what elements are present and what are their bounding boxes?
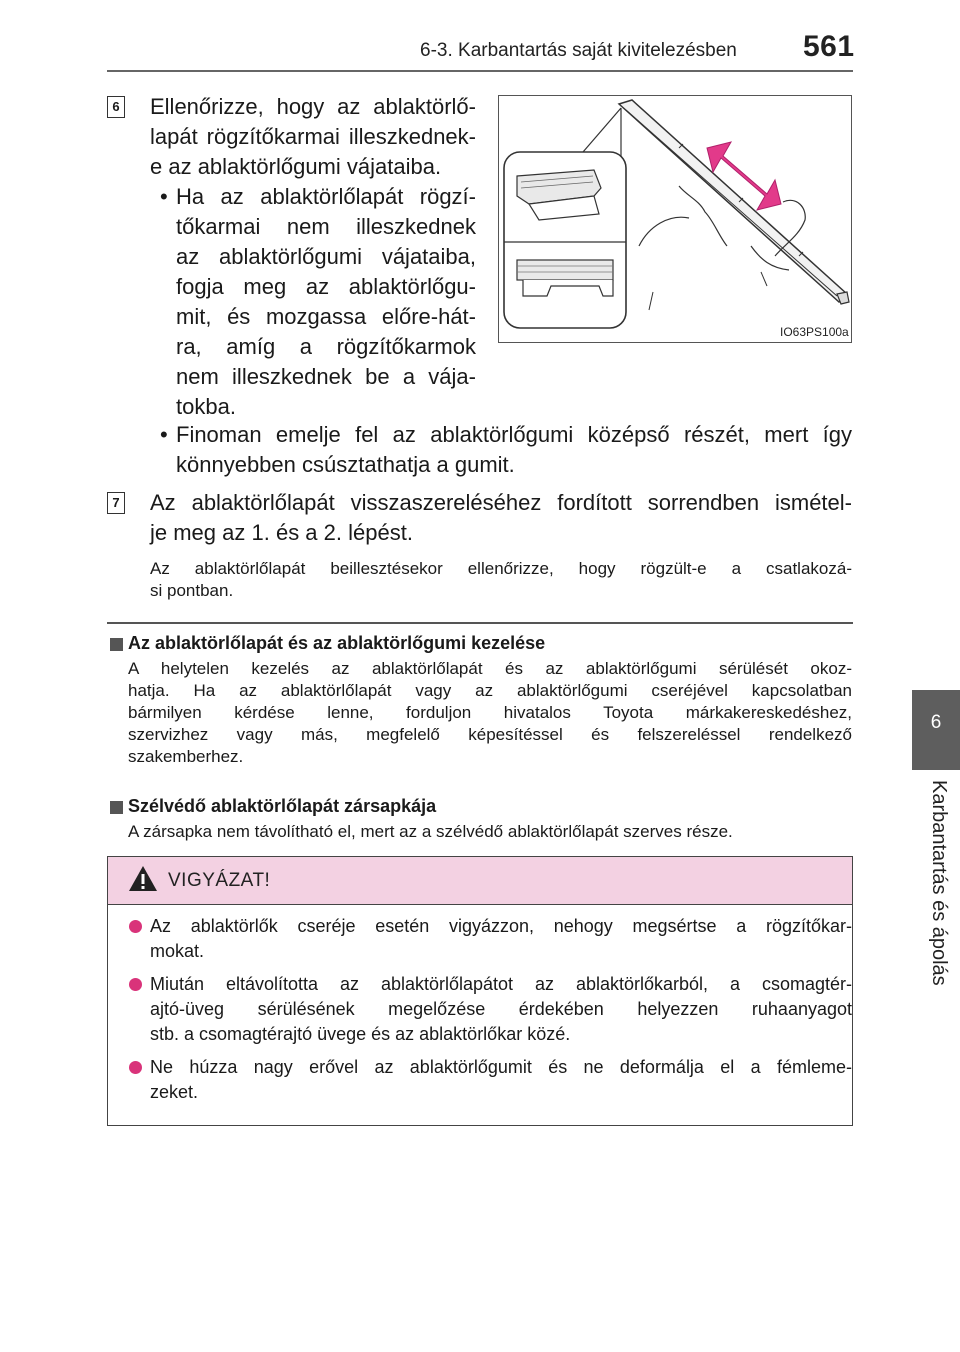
note-line: Az ablaktörlőlapát beillesztésekor ellenőrizze, hogy rögzült-e a csatlakozá- (150, 559, 852, 578)
header-divider (107, 70, 853, 72)
step-7-line: Az ablaktörlőlapát visszaszereléséhez fordított sorrendben ismétel- (150, 490, 852, 515)
step-6-bullet-2 (176, 420, 852, 480)
bullet-line: fogja meg az ablaktörlőgu- (176, 274, 476, 299)
bullet-line: Ha az ablaktörlőlapát rögzí- (176, 184, 476, 209)
warning-item-1 (150, 914, 852, 964)
body-line: szervizhez vagy más, megfelelő képesítéssel és felszereléssel rendelkező (128, 725, 852, 744)
bullet-marker: • (160, 422, 168, 447)
step-6-bullet-1 (176, 182, 476, 422)
warning-line: ajtó-üveg sérülésének megelőzése érdekében helyezzen ruhaanyagot (150, 999, 852, 1019)
body-line: hatja. Ha az ablaktörlőlapát vagy az ablaktörlőgumi cseréjével kapcsolatban (128, 681, 852, 700)
chapter-title: Karbantartás és ápolás (928, 780, 950, 986)
warning-bullet-dot (129, 920, 142, 933)
warning-line: Miután eltávolította az ablaktörlőlapátot az ablaktörlőkarból, a csomagtér- (150, 974, 852, 994)
section-2-body: A zársapka nem távolítható el, mert az a szélvédő ablaktörlőlapát szerves része. (128, 822, 733, 841)
section-square-marker (110, 638, 123, 651)
warning-line: Ne húzza nagy erővel az ablaktörlőgumit és ne deformálja el a fémleme- (150, 1057, 852, 1077)
illustration-code: IO63PS100a (780, 325, 849, 339)
warning-item-3 (150, 1055, 852, 1105)
step-6-line: e az ablaktörlőgumi vájataiba. (150, 154, 442, 179)
note-line: si pontban. (150, 581, 234, 600)
warning-line: zeket. (150, 1082, 199, 1102)
bullet-line: tokba. (176, 394, 236, 419)
warning-title: VIGYÁZAT! (168, 870, 271, 891)
section-title: 6-3. Karbantartás saját kivitelezésben (420, 40, 737, 61)
bullet-marker: • (160, 184, 168, 209)
bullet-line: mit, és mozgassa előre-hát- (176, 304, 476, 329)
warning-line: Az ablaktörlők cseréje esetén vigyázzon, nehogy megsértse a rögzítőkar- (150, 916, 852, 936)
wiper-blade-drawing (499, 96, 850, 341)
section-1-body (128, 658, 852, 768)
bullet-line: Finoman emelje fel az ablaktörlőgumi középső részét, mert így (176, 422, 852, 447)
bullet-line: az ablaktörlőgumi vájataiba, (176, 244, 476, 269)
step-7-text (150, 488, 852, 548)
body-line: A helytelen kezelés az ablaktörlőlapát és az ablaktörlőgumi sérülését okoz- (128, 659, 852, 678)
bullet-line: tőkarmai nem illeszkednek (176, 214, 476, 239)
bullet-line: ra, amíg a rögzítőkarmok (176, 334, 476, 359)
warning-bullet-dot (129, 1061, 142, 1074)
section-square-marker (110, 801, 123, 814)
warning-triangle-icon (128, 865, 158, 897)
chapter-number: 6 (930, 712, 942, 733)
step-6-text (150, 92, 476, 182)
warning-line: stb. a csomagtérajtó üvege és az ablaktörlőkar közé. (150, 1024, 571, 1044)
warning-bullet-dot (129, 978, 142, 991)
warning-line: mokat. (150, 941, 205, 961)
body-line: szakemberhez. (128, 747, 244, 766)
step-7-note (150, 558, 852, 602)
section-divider (107, 622, 853, 624)
bullet-line: nem illeszkednek be a vája- (176, 364, 476, 389)
wiper-illustration (498, 95, 852, 343)
step-6-line: Ellenőrizze, hogy az ablaktörlő- (150, 94, 476, 119)
section-heading: Az ablaktörlőlapát és az ablaktörlőgumi kezelése (128, 633, 546, 653)
section-heading: Szélvédő ablaktörlőlapát zársapkája (128, 796, 437, 816)
body-line: bármilyen kérdése lenne, forduljon hivatalos Toyota márkakereskedéshez, (128, 703, 852, 722)
step-7-line: je meg az 1. és a 2. lépést. (150, 520, 413, 545)
page-number: 561 (803, 30, 855, 63)
step-6-line: lapát rögzítőkarmai illeszkednek- (150, 124, 476, 149)
step-number-box: 6 (107, 96, 125, 118)
warning-item-2 (150, 972, 852, 1047)
bullet-line: könnyebben csúsztathatja a gumit. (176, 452, 515, 477)
step-number-box: 7 (107, 492, 125, 514)
